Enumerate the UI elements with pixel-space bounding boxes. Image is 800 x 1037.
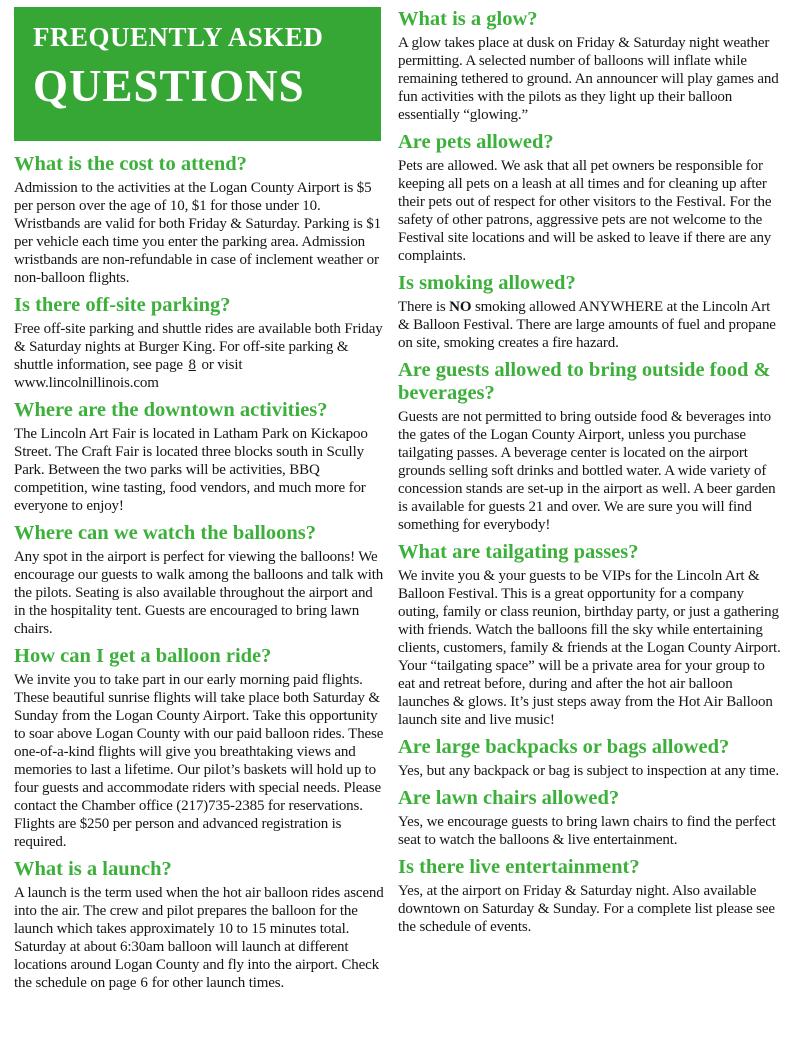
answer-text: There is (398, 299, 450, 315)
faq-question: Is there live entertainment? (398, 856, 640, 878)
faq-question: Where can we watch the balloons? (14, 522, 316, 544)
faq-answer: Admission to the activities at the Logan County Airport is $5 per person over the age of 10, $1 for those under 10. Wristbands are valid for both Friday & Saturday. Parking is $1 per vehicle each time you enter the parking area. Admission wristbands are non-refundable in case of inclement weather or non-balloon flights. (14, 180, 381, 286)
faq-section-cost (14, 153, 386, 287)
no-smoking-emphasis: NO (449, 299, 472, 315)
answer-text: or visit www.lincolnillinois.com (14, 357, 243, 391)
faq-answer: We invite you & your guests to be VIPs for the Lincoln Art & Balloon Festival. This is a great opportunity for a company outing, family or class reunion, birthday party, or just a gathering with friends. Watch the balloons fill the sky while entertaining clients, customers, family & friends at the Logan County Airport. Your “tailgating space” will be a private area for your group to eat and retreat before, during and after the hot air balloon launches & glows. It’s just steps away from the Hot Air Balloon launch site and live music! (398, 568, 781, 728)
faq-answer: Any spot in the airport is perfect for viewing the balloons! We encourage our guests to walk among the balloons and talk with the pilots. Seating is also available throughout the airport and in the hospitality tent. Guests are encouraged to bring lawn chairs. (14, 549, 384, 637)
faq-section-downtown-activities (14, 399, 386, 515)
right-column (398, 7, 785, 1037)
faq-question: Is smoking allowed? (398, 272, 576, 294)
faq-section-offsite-parking (14, 294, 386, 392)
faq-section-watch-balloons (14, 522, 386, 638)
faq-answer: We invite you to take part in our early morning paid flights. These beautiful sunrise flights will take place both Saturday & Sunday from the Logan County Airport. Take this opportunity to soar above Logan County with our paid balloon rides. These one-of-a-kind flights will give you breathtaking views and memories to last a lifetime. Our pilot’s baskets will hold up to four guests and accommodate riders with special needs. Please contact the Chamber office (217)735-2385 for reservations. Flights are $250 per person and advanced registration is required. (14, 672, 384, 850)
faq-answer (14, 884, 386, 992)
faq-answer: The Lincoln Art Fair is located in Latham Park on Kickapoo Street. The Craft Fair is located three blocks south in Scully Park. Between the two parks will be activities, BBQ competition, wine tasting, food vendors, and much more for everyone to enjoy! (14, 426, 368, 514)
faq-question: What are tailgating passes? (398, 541, 639, 563)
faq-section-balloon-ride (14, 645, 386, 851)
faq-answer: Yes, we encourage guests to bring lawn chairs to find the perfect seat to watch the balloons & live entertainment. (398, 814, 776, 848)
faq-answer: Yes, but any backpack or bag is subject to inspection at any time. (398, 763, 779, 779)
faq-question: How can I get a balloon ride? (14, 645, 272, 667)
faq-section-lawn-chairs (398, 787, 785, 849)
faq-section-glow (398, 8, 785, 124)
page-title-line1: FREQUENTLY ASKED (33, 22, 324, 52)
faq-section-live-entertainment (398, 856, 785, 936)
faq-answer (398, 298, 785, 352)
faq-question: Are guests allowed to bring outside food & beverages? (398, 359, 771, 404)
faq-section-smoking (398, 272, 785, 352)
faq-section-outside-food (398, 359, 785, 534)
faq-question: Are pets allowed? (398, 131, 554, 153)
faq-question: Are large backpacks or bags allowed? (398, 736, 730, 758)
left-column (14, 7, 386, 1037)
faq-question: What is the cost to attend? (14, 153, 247, 175)
answer-text: A launch is the term used when the hot air balloon rides ascend into the air. The crew and pilot prepares the balloon for the launch which takes approximately 10 to 15 minutes total. Saturday at about 6:30am balloon will launch at different locations around Logan County and fly into the airport. Check the schedule on page (14, 885, 384, 991)
faq-section-pets (398, 131, 785, 265)
faq-question: Are lawn chairs allowed? (398, 787, 620, 809)
answer-text: for other launch times. (151, 975, 285, 991)
faq-question: What is a launch? (14, 858, 172, 880)
faq-header-banner (14, 7, 381, 141)
page-title-line2: QUESTIONS (33, 61, 305, 111)
faq-answer (14, 320, 386, 392)
faq-question: Where are the downtown activities? (14, 399, 328, 421)
faq-section-backpacks (398, 736, 785, 780)
faq-question: What is a glow? (398, 8, 538, 30)
answer-text: Free off-site parking and shuttle rides are available both Friday & Saturday nights at Burger King. For off-site parking & shuttle information, see page (14, 321, 383, 373)
faq-question: Is there off-site parking? (14, 294, 231, 316)
faq-answer: Yes, at the airport on Friday & Saturday night. Also available downtown on Saturday & Sunday. For a complete list please see the schedule of events. (398, 883, 775, 935)
faq-answer: A glow takes place at dusk on Friday & Saturday night weather permitting. A selected number of balloons will inflate while remaining tethered to ground. An announcer will play games and fun activities with the pilots as they light up their balloon essentially “glowing.” (398, 35, 779, 123)
faq-section-tailgating-passes (398, 541, 785, 729)
page-6-reference: 6 (140, 975, 148, 991)
faq-answer: Guests are not permitted to bring outside food & beverages into the gates of the Logan County Airport, unless you purchase tailgating passes. A beverage center is located on the airport grounds selling soft drinks and bottled water. A wide variety of concession stands are set-up in the airport as well. A beer garden is available for guests 21 and over. We are sure you will find something for everybody! (398, 409, 776, 533)
page-8-link[interactable]: 8 (188, 357, 196, 373)
faq-answer: Pets are allowed. We ask that all pet owners be responsible for keeping all pets on a leash at all times and for cleaning up after their pets out of respect for other visitors to the Festival. For the safety of other patrons, aggressive pets are not welcome to the Festival site locations and will be asked to leave if there are any complaints. (398, 158, 772, 264)
answer-text: smoking allowed ANYWHERE at the Lincoln Art & Balloon Festival. There are large amounts of fuel and propane on site, smoking creates a fire hazard. (398, 299, 776, 351)
faq-section-launch (14, 858, 386, 992)
